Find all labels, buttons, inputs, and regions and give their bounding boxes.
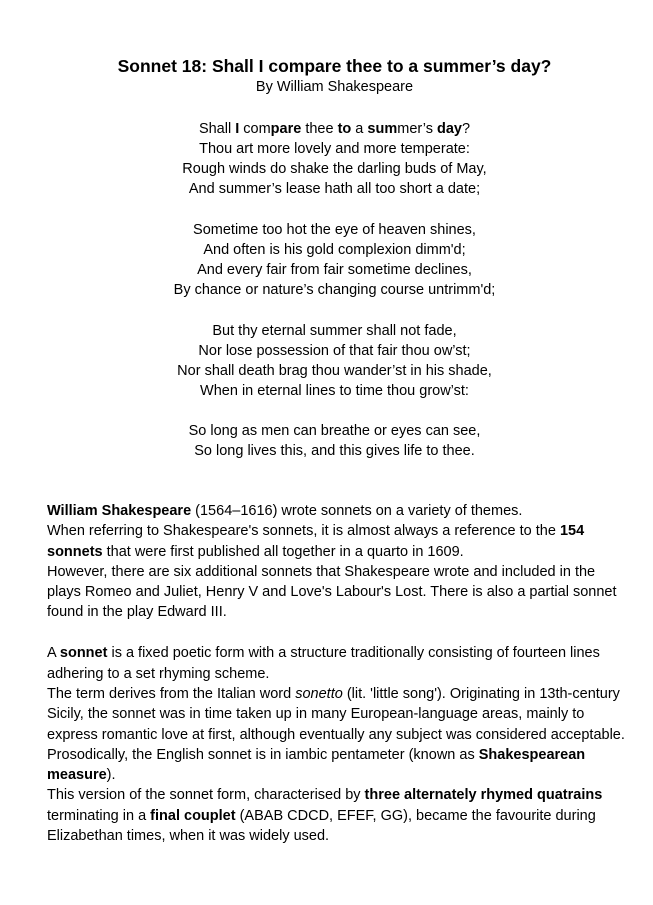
poem-stanza-4	[0, 421, 653, 461]
paragraph-gap	[47, 623, 627, 644]
author-byline: By William Shakespeare	[255, 79, 414, 95]
commentary	[47, 501, 627, 846]
intro-paragraph-3: However, there are six additional sonnets that Shakespeare wrote and included in the plays Romeo and Juliet, Henry V and Love's Labour's Lost. There is also a partial sonnet found in the play Edward III.	[47, 563, 617, 621]
poem-line-6: And often is his gold complexion dimm'd;	[203, 241, 466, 258]
definition-paragraph-2: The term derives from the Italian word sonetto (lit. 'little song'). Originating in 13th-century Sicily, the sonnet was in time taken up in many European-language areas, mainly to express romantic love at first, although eventually any subject was considered acceptable.	[47, 685, 625, 743]
poem-line-5: Sometime too hot the eye of heaven shines,	[193, 221, 476, 238]
poem-line-8: By chance or nature’s changing course untrimm'd;	[173, 282, 496, 299]
intro-paragraph-1: William Shakespeare (1564–1616) wrote sonnets on a variety of themes.	[47, 503, 523, 519]
poem-line-4: And summer’s lease hath all too short a date;	[188, 181, 481, 198]
intro-paragraph-2: When referring to Shakespeare's sonnets, it is almost always a reference to the 154 sonnets that were first published all together in a quarto in 1609.	[47, 523, 585, 560]
page-title: Sonnet 18: Shall I compare thee to a summer’s day?	[117, 56, 552, 76]
poem-line-13: So long as men can breathe or eyes can see,	[188, 423, 481, 440]
poem-stanza-3	[0, 321, 653, 401]
poem-line-14: So long lives this, and this gives life to thee.	[194, 443, 475, 460]
poem-line-3: Rough winds do shake the darling buds of May,	[182, 161, 487, 178]
poem-line-9: But thy eternal summer shall not fade,	[212, 322, 457, 339]
poem-stanza-2	[0, 220, 653, 300]
poem-line-1: Shall I compare thee to a summer’s day?	[198, 121, 471, 137]
definition-paragraph-4: This version of the sonnet form, characterised by three alternately rhymed quatrains terminating in a final couplet (ABAB CDCD, EFEF, GG), became the favourite during Elizabethan times, when it was widely used.	[47, 787, 603, 845]
poem-line-12: When in eternal lines to time thou grow’st:	[200, 382, 469, 399]
poem-line-10: Nor lose possession of that fair thou ow’st;	[198, 342, 471, 359]
definition-paragraph-1: A sonnet is a fixed poetic form with a structure traditionally consisting of fourteen lines adhering to a set rhyming scheme.	[47, 645, 600, 682]
poem-line-11: Nor shall death brag thou wander’st in his shade,	[177, 362, 492, 379]
poem-line-2: Thou art more lovely and more temperate:	[199, 141, 470, 158]
poem-line-7: And every fair from fair sometime declines,	[197, 261, 472, 278]
poem-stanza-1	[0, 119, 653, 199]
sonnet-poem	[0, 119, 653, 482]
definition-paragraph-3: Prosodically, the English sonnet is in iambic pentameter (known as Shakespearean measure).	[47, 746, 586, 784]
